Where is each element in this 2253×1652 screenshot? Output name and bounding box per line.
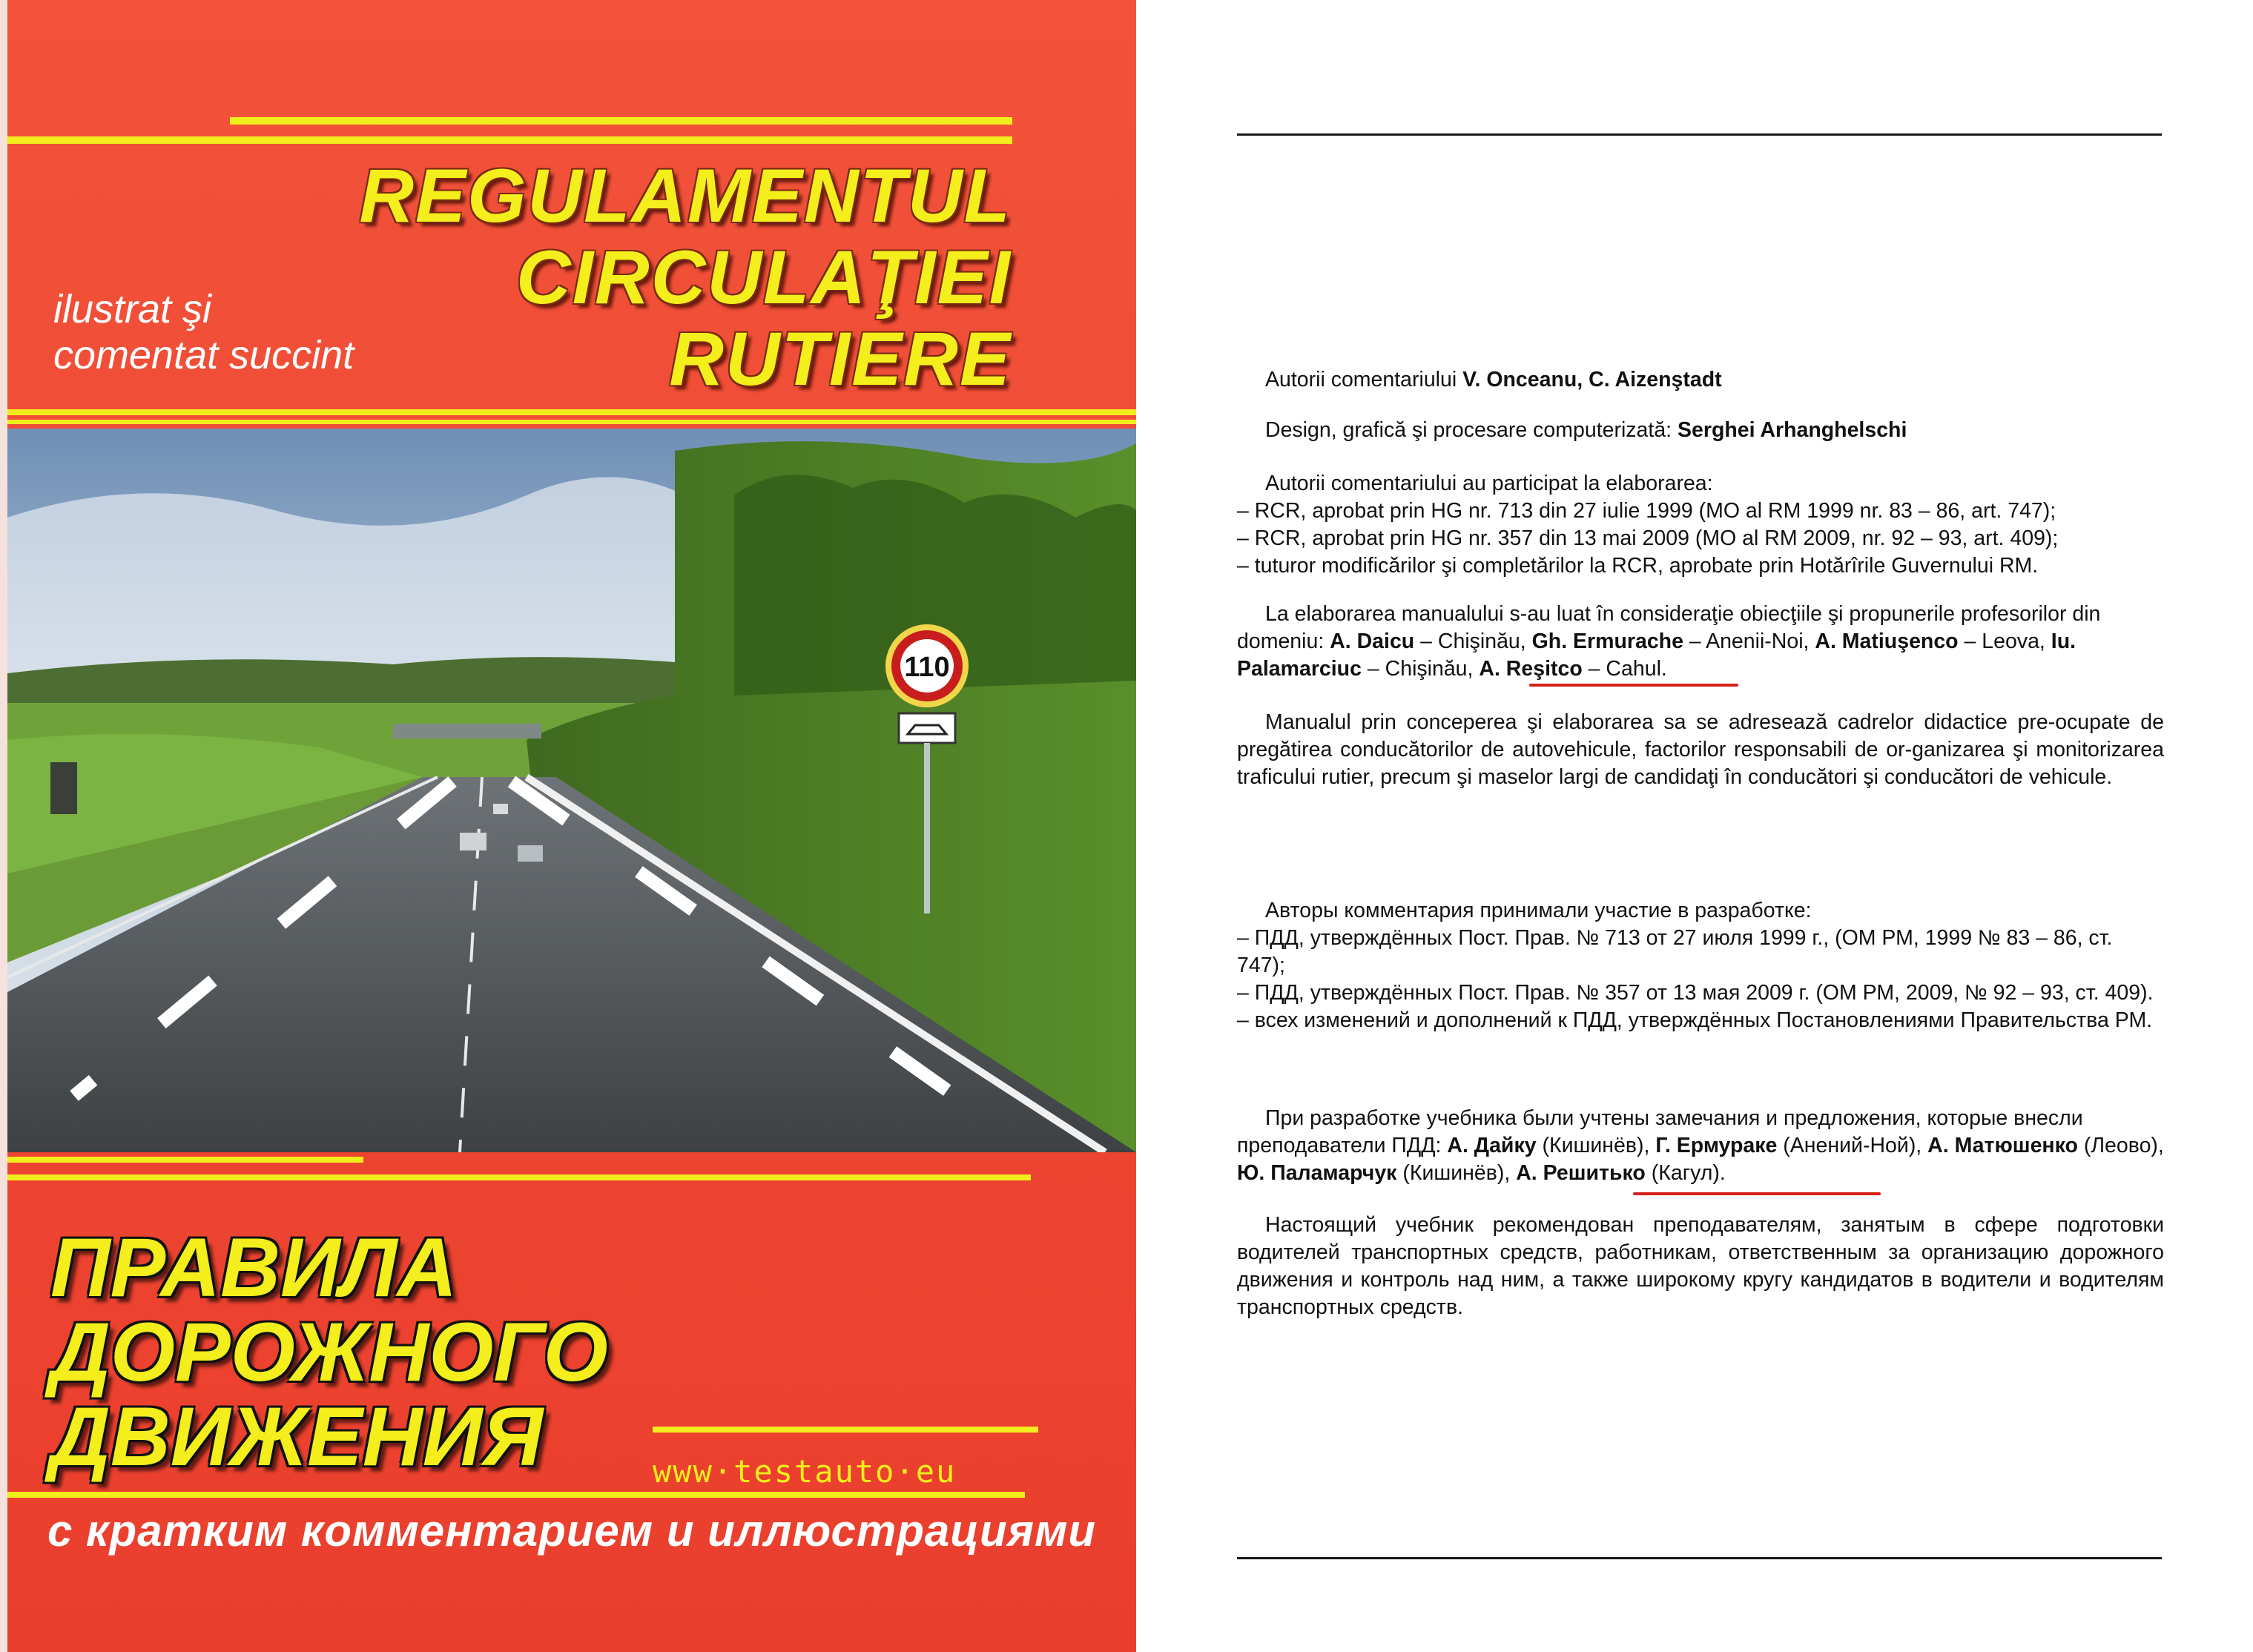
reviewer-name-highlighted: A. Reşitco — [1479, 657, 1583, 681]
title-ro-line-2: CIRCULAŢIEI — [516, 235, 1012, 320]
design-line — [1237, 417, 2164, 444]
reviewer-place: (Кишинёв), — [1536, 1134, 1656, 1157]
reviewer-name: А. Дайку — [1447, 1134, 1537, 1157]
authors-label: Autorii comentariului — [1265, 368, 1457, 391]
yellow-rule — [7, 420, 1136, 424]
reviewer-name: A. Daicu — [1330, 630, 1415, 653]
reviewer-place: – Anenii-Noi, — [1683, 630, 1815, 653]
bottom-rule — [1237, 1557, 2162, 1559]
reviewer-place: – Chişinău, — [1414, 630, 1532, 653]
reviewer-name: A. Matiuşenco — [1815, 630, 1959, 653]
participated-block — [1237, 470, 2164, 580]
audience-ru-text: Настоящий учебник рекомендован преподавателям, занятым в сфере подготовки водителей транспортных средств, работникам, ответственным за организацию дорожного движения и контроль над ним, а также широкому кругу кандидатов в водители и водителям транспортных средств. — [1237, 1213, 2164, 1319]
participated-item: – tuturor modificărilor şi completărilor la RCR, aprobate prin Hotărîrile Guvernului RM. — [1237, 554, 2039, 578]
red-underline — [1633, 1192, 1881, 1195]
design-label: Design, grafică şi procesare computerizată: — [1265, 418, 1672, 442]
participated-item: – RCR, aprobat prin HG nr. 357 din 13 mai 2009 (MO al RM 2009, nr. 92 – 93, art. 409); — [1237, 526, 2059, 550]
yellow-rule — [7, 1174, 1031, 1180]
participated-item-ru: – всех изменений и дополнений к ПДД, утверждённых Постановлениями Правительства РМ. — [1237, 1008, 2153, 1032]
title-ro-line-3: RUTIERE — [669, 317, 1012, 401]
reviewer-place: – Cahul. — [1582, 657, 1667, 681]
considered-block-ro — [1237, 601, 2164, 683]
authors-line — [1237, 366, 2164, 394]
considered-block-ru — [1237, 1105, 2164, 1187]
yellow-rule — [653, 1427, 1038, 1433]
reviewer-place: (Анений-Ной), — [1777, 1134, 1928, 1157]
speed-limit-sign: 110 — [904, 652, 950, 683]
authors-names: V. Onceanu, C. Aizenştadt — [1462, 368, 1722, 391]
reviewer-place: (Кагул). — [1645, 1161, 1726, 1185]
participated-block-ru — [1237, 897, 2164, 1034]
reviewer-place: (Леово), — [2077, 1134, 2164, 1157]
subtitle-ru: с кратким комментарием и иллюстрациями — [47, 1506, 1097, 1556]
top-rule — [1237, 133, 2162, 136]
yellow-rule — [7, 1157, 363, 1163]
cover-left-edge — [0, 0, 7, 1652]
participated-item-ru: – ПДД, утверждённых Пост. Прав. № 357 от 13 мая 2009 г. (ОМ РМ, 2009, № 92 – 93, ст. 409). — [1237, 981, 2154, 1005]
reviewer-name: Iu. Palamarciuc — [1237, 630, 2076, 681]
participated-intro-ru: Авторы комментария принимали участие в разработке: — [1265, 899, 1812, 922]
subtitle-ro-line-1: ilustrat şi — [53, 287, 212, 331]
highway-photo — [7, 429, 1136, 1152]
participated-item: – RCR, aprobat prin HG nr. 713 din 27 iulie 1999 (MO al RM 1999 nr. 83 – 86, art. 747); — [1237, 499, 2056, 523]
reviewer-place: (Кишинёв), — [1396, 1161, 1517, 1185]
participated-intro: Autorii comentariului au participat la elaborarea: — [1265, 472, 1713, 495]
reviewer-place: – Chişinău, — [1361, 657, 1480, 681]
title-ru-line-2: ДОРОЖНОГО — [50, 1306, 608, 1398]
yellow-rule — [7, 136, 1012, 144]
yellow-rule — [7, 409, 1136, 415]
reviewer-place: – Leova, — [1958, 630, 2051, 653]
considered-intro-ro: La elaborarea manualului s-au luat în consideraţie obiecţiile şi propunerile profesorilor din domeniu: — [1237, 602, 2101, 653]
design-name: Serghei Arhanghelschi — [1678, 418, 1907, 442]
title-ro-line-1: REGULAMENTUL — [359, 153, 1012, 238]
reviewer-name: Г. Ермураке — [1655, 1134, 1778, 1157]
yellow-rule — [230, 117, 1012, 125]
website-url: www·testauto·eu — [653, 1453, 957, 1490]
reviewer-name: Gh. Ermurache — [1531, 630, 1683, 653]
audience-ro — [1237, 709, 2164, 791]
reviewer-name-highlighted: А. Решитько — [1516, 1161, 1646, 1185]
red-underline — [1529, 684, 1738, 687]
reviewer-name: А. Матюшенко — [1927, 1134, 2078, 1157]
subtitle-ro-line-2: comentat succint — [53, 333, 354, 377]
audience-ru — [1237, 1212, 2164, 1321]
reviewer-name: Ю. Паламарчук — [1237, 1161, 1397, 1185]
participated-item-ru: – ПДД, утверждённых Пост. Прав. № 713 от 27 июля 1999 г., (ОМ РМ, 1999 № 83 – 86, ст. 747); — [1237, 926, 2113, 977]
audience-ro-text: Manualul prin conceperea şi elaborarea sa se adresează cadrelor didactice pre-ocupate de pregătirea conducătorilor de autovehicule, factorilor responsabili de or-ganizarea şi monitorizarea traficului rutier, precum şi maselor largi de candidaţi în conducători şi conducători de vehicule. — [1237, 710, 2164, 789]
title-ru-line-1: ПРАВИЛА — [50, 1221, 458, 1314]
yellow-rule — [7, 1492, 1025, 1498]
considered-intro-ru: При разработке учебника были учтены замечания и предложения, которые внесли преподаватели ПДД: — [1237, 1106, 2083, 1157]
title-ru-line-3: ДВИЖЕНИЯ — [50, 1390, 543, 1483]
